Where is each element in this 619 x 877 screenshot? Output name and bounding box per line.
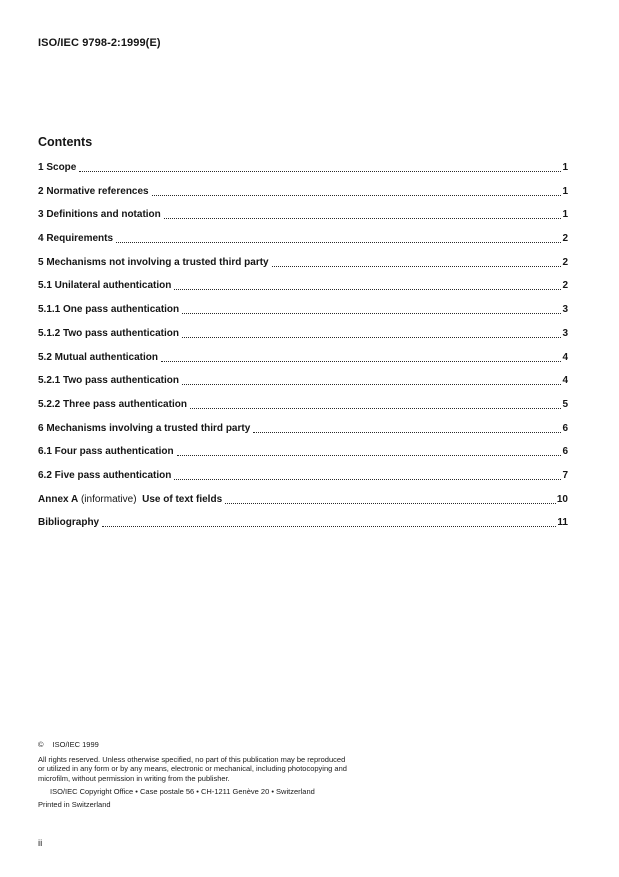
dot-leader <box>177 455 562 456</box>
toc-page-number: 4 <box>562 351 568 363</box>
toc-page-number: 6 <box>562 446 568 458</box>
toc-entry <box>38 399 568 411</box>
toc-entry-label: 5 Mechanisms not involving a trusted third party <box>38 256 269 268</box>
dot-leader <box>225 503 556 504</box>
toc-page-number: 3 <box>562 304 568 316</box>
toc-entry-label: 2 Normative references <box>38 185 149 197</box>
toc-entry-label: 3 Definitions and notation <box>38 209 161 221</box>
document-id: ISO/IEC 9798-2:1999(E) <box>38 37 161 49</box>
toc-entry-label: 5.2 Mutual authentication <box>38 351 159 363</box>
toc-entry-label-normal: (informative) <box>78 493 140 505</box>
dot-leader <box>272 266 562 267</box>
copyright-text: ISO/IEC 1999 <box>52 740 99 749</box>
toc-page-number: 10 <box>556 493 568 505</box>
dot-leader <box>164 218 562 219</box>
rights-line: microfilm, without permission in writing from the publisher. <box>38 773 230 783</box>
toc-entry-label: 5.1.1 One pass authentication <box>38 304 180 316</box>
toc-page-number: 2 <box>562 256 568 268</box>
toc-entry <box>38 352 568 364</box>
dot-leader <box>253 432 561 433</box>
toc-page-number: 4 <box>562 375 568 387</box>
toc-entry <box>38 162 568 174</box>
toc-page-number: 5 <box>562 398 568 410</box>
toc-page-number: 7 <box>562 469 568 481</box>
toc-entry <box>38 257 568 269</box>
toc-entry-label: 5.2.1 Two pass authentication <box>38 375 179 387</box>
toc-page-number: 3 <box>562 327 568 339</box>
toc-entry-label: 5.2.2 Three pass authentication <box>38 398 187 410</box>
rights-line: or utilized in any form or by any means, electronic or mechanical, including photocopying and <box>38 764 347 774</box>
toc-entry-label: 5.1 Unilateral authentication <box>38 280 172 292</box>
toc-page-number: 1 <box>562 209 568 221</box>
dot-leader <box>116 242 561 243</box>
toc-page-number: 2 <box>562 280 568 292</box>
toc-entry-label: 6.1 Four pass authentication <box>38 446 174 458</box>
toc-entry <box>38 280 568 292</box>
footer <box>38 740 458 810</box>
toc-entry <box>38 209 568 221</box>
rights-line: All rights reserved. Unless otherwise specified, no part of this publication may be reproduced <box>38 754 346 764</box>
toc-entry-label: 4 Requirements <box>38 233 114 245</box>
dot-leader <box>182 313 561 314</box>
toc-entry <box>38 494 568 506</box>
rights-statement <box>38 755 458 784</box>
dot-leader <box>152 195 562 196</box>
dot-leader <box>174 289 561 290</box>
dot-leader <box>190 408 562 409</box>
toc-page-number: 1 <box>562 185 568 197</box>
toc-entry-label-bold: Use of text fields <box>139 493 223 505</box>
table-of-contents <box>38 162 568 541</box>
printed-in-line: Printed in Switzerland <box>38 800 111 810</box>
toc-entry-label: 6.2 Five pass authentication <box>38 469 172 481</box>
dot-leader <box>182 384 561 385</box>
dot-leader <box>161 361 561 362</box>
dot-leader <box>174 479 561 480</box>
toc-entry <box>38 517 568 529</box>
copyright-icon: © <box>38 740 44 749</box>
page-number: ii <box>38 838 43 849</box>
toc-page-number: 11 <box>557 517 568 529</box>
toc-entry <box>38 233 568 245</box>
toc-entry-label: 5.1.2 Two pass authentication <box>38 327 179 339</box>
toc-page-number: 1 <box>562 162 568 173</box>
toc-entry-label: 6 Mechanisms involving a trusted third party <box>38 422 251 434</box>
contents-heading: Contents <box>38 135 93 149</box>
copyright-line <box>38 740 458 750</box>
toc-entry <box>38 328 568 340</box>
toc-page-number: 6 <box>562 422 568 434</box>
toc-entry <box>38 186 568 198</box>
copyright-office-address: ISO/IEC Copyright Office • Case postale 56 • CH-1211 Genève 20 • Switzerland <box>50 787 315 797</box>
toc-entry <box>38 375 568 387</box>
toc-entry <box>38 304 568 316</box>
toc-entry <box>38 423 568 435</box>
toc-entry-label: Annex A <box>38 493 79 505</box>
toc-entry-label: 1 Scope <box>38 162 77 173</box>
dot-leader <box>182 337 561 338</box>
dot-leader <box>102 526 556 527</box>
toc-entry <box>38 470 568 482</box>
toc-entry <box>38 446 568 458</box>
toc-page-number: 2 <box>562 233 568 245</box>
toc-entry-label: Bibliography <box>38 517 100 529</box>
dot-leader <box>79 171 561 172</box>
